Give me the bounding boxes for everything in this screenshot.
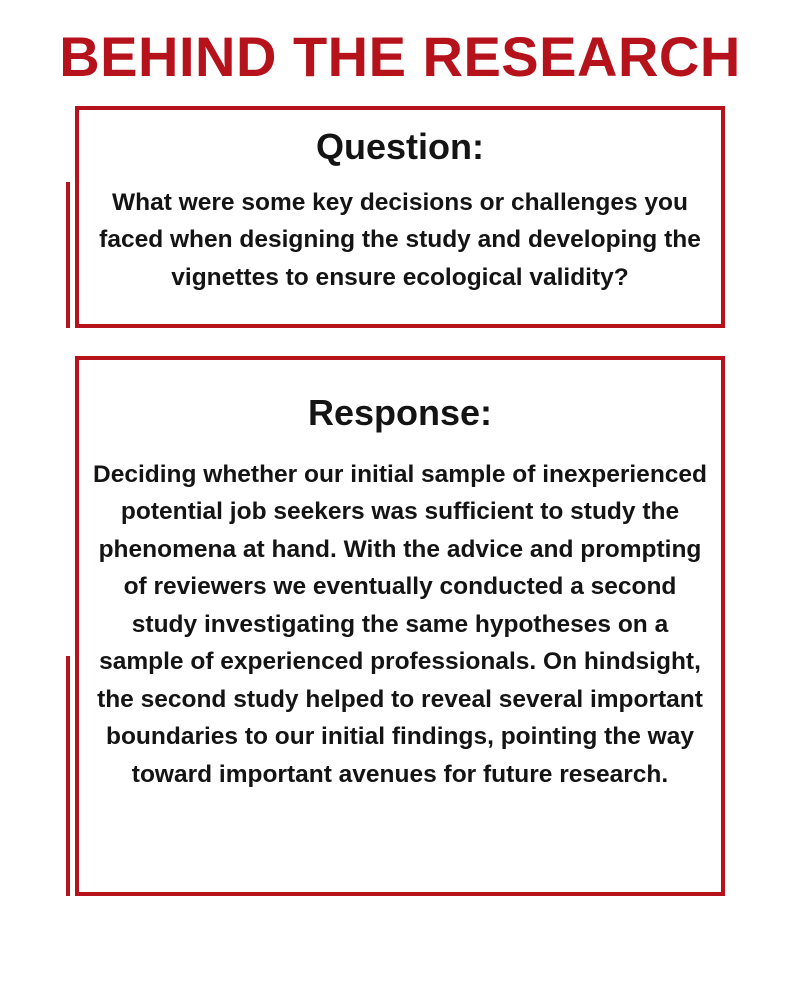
decorative-offset-border (66, 656, 70, 896)
response-box (75, 356, 725, 896)
question-text: What were some key decisions or challenges you faced when designing the study and developing the vignettes to ensure ecological validity? (99, 189, 701, 291)
question-box (75, 106, 725, 328)
response-heading: Response: (307, 392, 493, 433)
question-heading: Question: (316, 126, 484, 167)
decorative-offset-border (66, 182, 70, 328)
response-text: Deciding whether our initial sample of inexperienced potential job seekers was sufficient to study the phenomena at hand. With the advice and prompting of reviewers we eventually conducted a second study investigating the same hypotheses on a sample of experienced professionals. On hindsight, the second study helped to reveal several important boundaries to our initial findings, pointing the way toward important avenues for future research. (93, 461, 707, 788)
page-title: BEHIND THE RESEARCH (59, 25, 741, 88)
